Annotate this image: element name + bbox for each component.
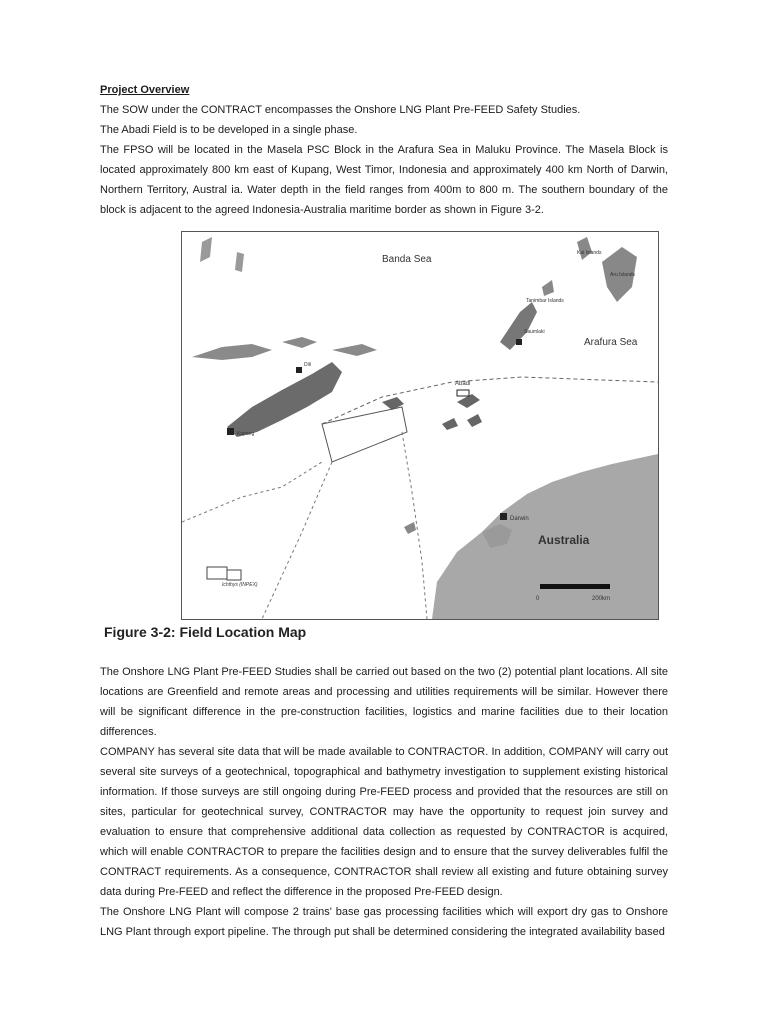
section-heading: Project Overview	[100, 84, 190, 96]
label-ichthys: Ichthys (INPEX)	[222, 582, 258, 588]
label-darwin: Darwin	[510, 516, 529, 522]
scale-label-end: 200km	[592, 596, 611, 602]
paragraph-lng-plant: The Onshore LNG Plant will compose 2 trains' base gas processing facilities which will export dry gas to Onshore LNG Plant through export pipeline. The through put shall be determined considering the integrated availability based	[100, 906, 668, 938]
body-section	[100, 662, 668, 942]
dili-marker	[296, 367, 302, 373]
paragraph-plant-locations: The Onshore LNG Plant Pre-FEED Studies shall be carried out based on the two (2) potential plant locations. All site locations are Greenfield and remote areas and processing and utilities requirements will be similar. However there will be significant difference in the pre-construction facilities, logistics and marine facilities due to their location differences.	[100, 666, 668, 738]
label-dili: Dili	[304, 362, 311, 368]
kupang-marker	[227, 428, 234, 435]
label-kai-islands: Kai Islands	[577, 250, 602, 256]
paragraph-fpso: The FPSO will be located in the Masela PSC Block in the Arafura Sea in Maluku Province. The Masela Block is located approximately 800 km east of Kupang, West Timor, Indonesia and approximately 400 km North of Darwin, Northern Territory, Austral ia. Water depth in the field ranges from 400m to 800 m. The southern boundary of the block is adjacent to the agreed Indonesia-Australia maritime border as shown in Figure 3-2.	[100, 144, 668, 216]
figure-caption: Figure 3-2: Field Location Map	[104, 624, 307, 640]
label-banda-sea: Banda Sea	[382, 254, 432, 265]
scale-label-start: 0	[536, 596, 540, 602]
label-tanimbar-islands: Tanimbar Islands	[526, 298, 564, 304]
label-arafura-sea: Arafura Sea	[584, 337, 638, 348]
field-location-map	[181, 231, 659, 620]
project-overview-section	[100, 80, 668, 220]
paragraph-sow: The SOW under the CONTRACT encompasses the Onshore LNG Plant Pre-FEED Safety Studies.	[100, 104, 581, 116]
darwin-marker	[500, 513, 507, 520]
paragraph-abadi: The Abadi Field is to be developed in a single phase.	[100, 124, 358, 136]
label-saumlaki: Saumlaki	[524, 329, 545, 335]
paragraph-site-data: COMPANY has several site data that will be made available to CONTRACTOR. In addition, COMPANY will carry out several site surveys of a geotechnical, topographical and bathymetry investigation to supplement existing historical information. If those surveys are still ongoing during Pre-FEED process and provided that the resources are still on sites, particular for geotechnical survey, CONTRACTOR may have the opportunity to request join survey and evaluation to ensure that comprehensive additional data collection as requested by CONTRACTOR is acquired, which will enable CONTRACTOR to prepare the facilities design and to ensure that the survey deliverables fulfil the CONTRACT requirements. As a consequence, CONTRACTOR shall review all existing and future obtaining survey data during Pre-FEED and reflect the difference in the proposed Pre-FEED design.	[100, 746, 668, 898]
label-abadi: Abadi	[455, 381, 471, 387]
label-australia: Australia	[538, 533, 590, 547]
label-kupang: Kupang	[237, 431, 255, 437]
scale-bar	[540, 584, 610, 589]
saumlaki-marker	[516, 339, 522, 345]
label-aru-islands: Aru Islands	[610, 272, 636, 278]
map-graphic	[182, 232, 658, 619]
